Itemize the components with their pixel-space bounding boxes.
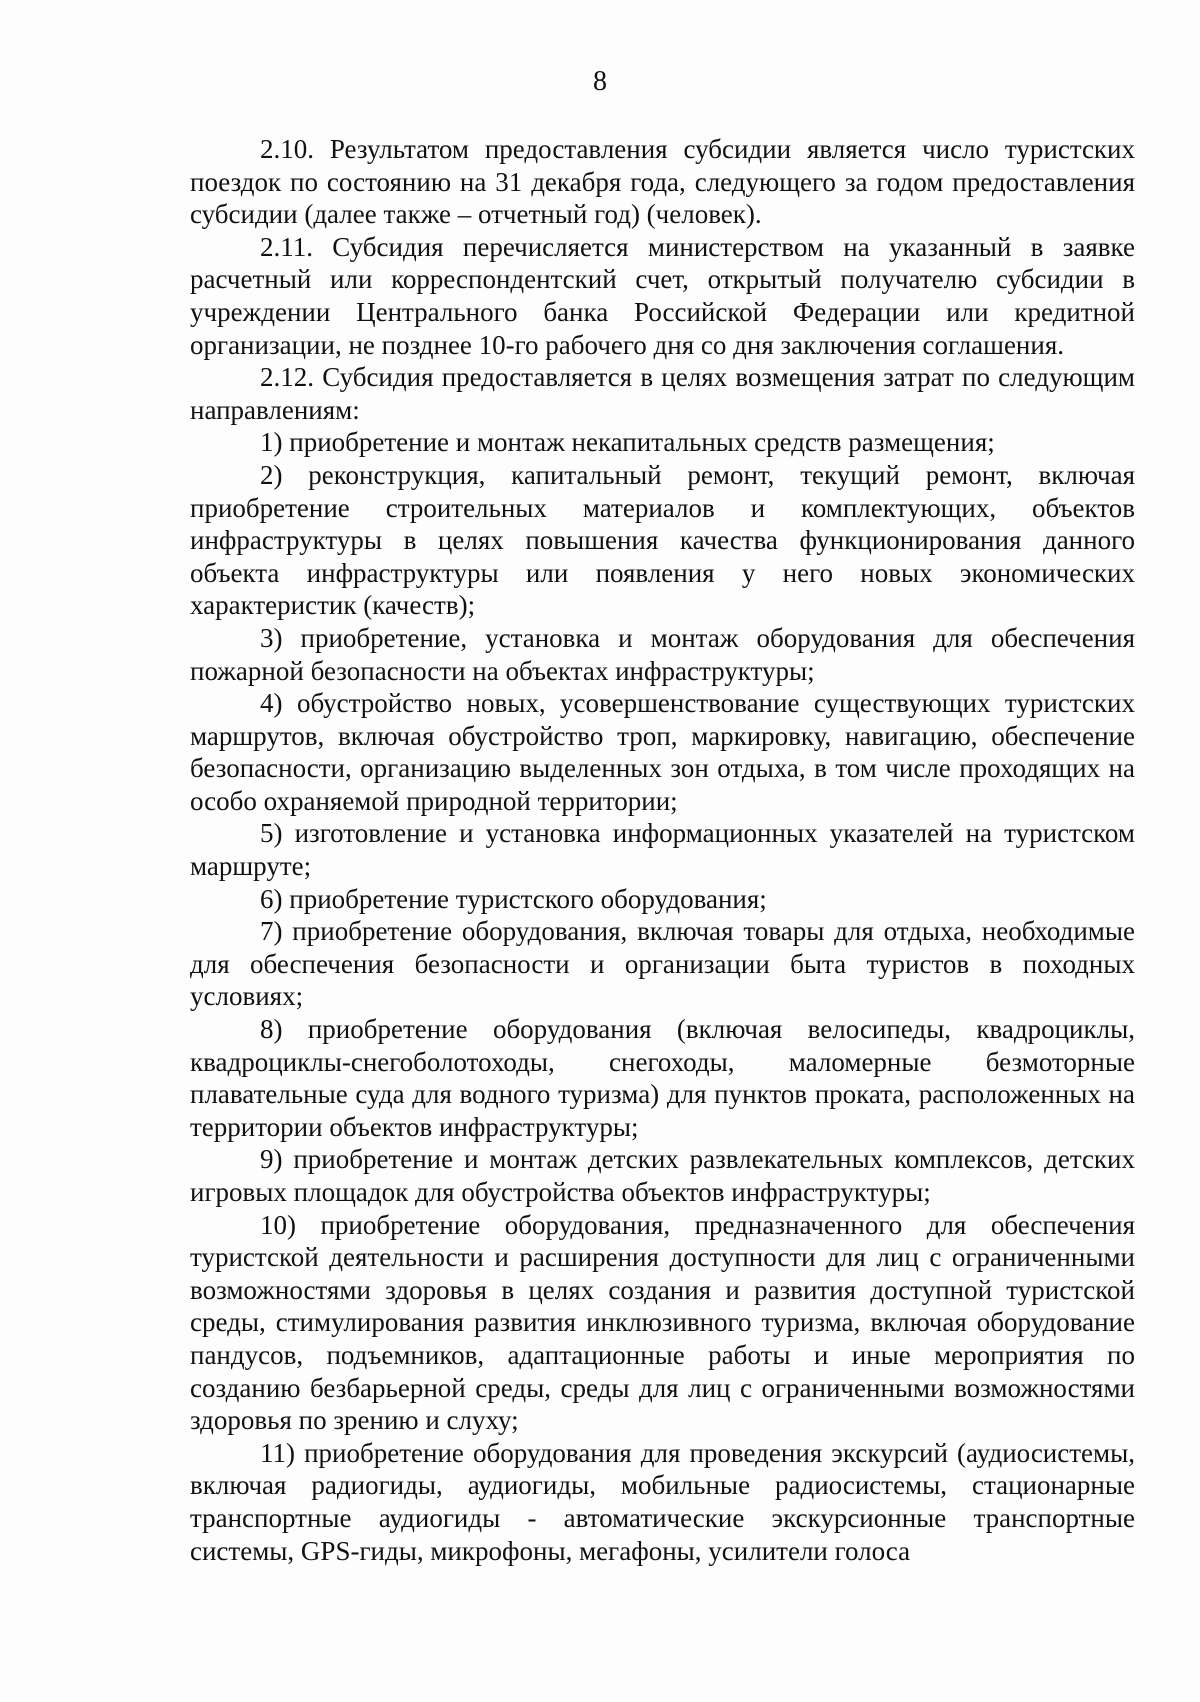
- list-item-1: 1) приобретение и монтаж некапитальных средств размещения;: [260, 427, 995, 458]
- document-body: [190, 133, 1135, 1567]
- list-item-7: 7) приобретение оборудования, включая товары для отдыха, необходимые для обеспечения безопасности и организации быта туристов в походных условиях;: [190, 916, 1135, 1012]
- paragraph-2-10: 2.10. Результатом предоставления субсидии является число туристских поездок по состоянию на 31 декабря года, следующего за годом предоставления субсидии (далее также – отчетный год) (человек).: [190, 134, 1135, 230]
- list-item-3: 3) приобретение, установка и монтаж оборудования для обеспечения пожарной безопасности на объектах инфраструктуры;: [190, 622, 1135, 686]
- list-item-9: 9) приобретение и монтаж детских развлекательных комплексов, детских игровых площадок для обустройства объектов инфраструктуры;: [190, 1144, 1135, 1207]
- list-item-5: 5) изготовление и установка информационных указателей на туристском маршруте;: [190, 818, 1135, 882]
- page-number: 8: [593, 66, 607, 97]
- list-item-11: 11) приобретение оборудования для проведения экскурсий (аудиосистемы, включая радиогиды, аудиогиды, мобильные радиосистемы, стационарные транспортные аудиогиды - автоматические экскурсионные транспортные системы, GPS-гиды, микрофоны, мегафоны, усилители голоса: [190, 1437, 1135, 1566]
- paragraph-2-12: 2.12. Субсидия предоставляется в целях возмещения затрат по следующим направлениям:: [190, 362, 1135, 425]
- list-item-8: 8) приобретение оборудования (включая велосипеды, квадроциклы, квадроциклы-снегоболотоходы, снегоходы, маломерные безмоторные плавательные суда для водного туризма) для пунктов проката, расположенных на территории объектов инфраструктуры;: [190, 1014, 1135, 1142]
- paragraph-2-11: 2.11. Субсидия перечисляется министерством на указанный в заявке расчетный или корреспондентский счет, открытый получателю субсидии в учреждении Центрального банка Российской Федерации или кредитной организации, не позднее 10-го рабочего дня со дня заключения соглашения.: [190, 231, 1135, 360]
- list-item-2: 2) реконструкция, капитальный ремонт, текущий ремонт, включая приобретение строительных материалов и комплектующих, объектов инфраструктуры в целях повышения качества функционирования данного объекта инфраструктуры или появления у него новых экономических характеристик (качеств);: [190, 459, 1135, 621]
- list-item-6: 6) приобретение туристского оборудования;: [260, 883, 767, 914]
- list-item-4: 4) обустройство новых, усовершенствование существующих туристских маршрутов, включая обустройство троп, маркировку, навигацию, обеспечение безопасности, организацию выделенных зон отдыха, в том числе проходящих на особо охраняемой природной территории;: [190, 688, 1135, 816]
- list-item-10: 10) приобретение оборудования, предназначенного для обеспечения туристской деятельности и расширения доступности для лиц с ограниченными возможностями здоровья в целях создания и развития доступной туристской среды, стимулирования развития инклюзивного туризма, включая оборудование пандусов, подъемников, адаптационные работы и иные мероприятия по созданию безбарьерной среды, среды для лиц с ограниченными возможностями здоровья по зрению и слуху;: [190, 1209, 1135, 1436]
